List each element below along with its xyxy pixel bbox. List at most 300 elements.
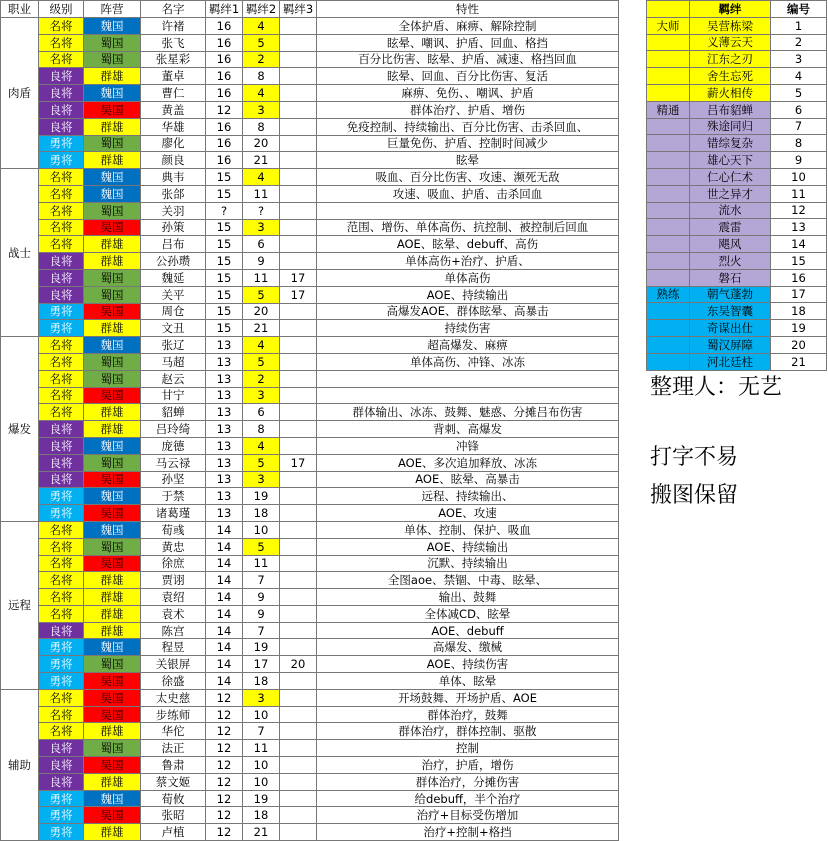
bond2-cell: 17 bbox=[243, 656, 280, 673]
bond2-cell: ? bbox=[243, 202, 280, 219]
level-cell: 良将 bbox=[39, 101, 84, 118]
bond1-cell: 13 bbox=[206, 454, 243, 471]
name-cell: 袁术 bbox=[141, 605, 206, 622]
level-cell: 良将 bbox=[39, 118, 84, 135]
bond2-cell: 9 bbox=[243, 605, 280, 622]
role-cell: 辅助 bbox=[1, 689, 39, 840]
bond3-cell bbox=[280, 622, 317, 639]
bond-tier-cell bbox=[647, 51, 690, 68]
bond-name-cell: 吴营栋梁 bbox=[690, 17, 771, 34]
bond3-cell: 17 bbox=[280, 269, 317, 286]
faction-cell: 蜀国 bbox=[84, 269, 141, 286]
bond3-cell bbox=[280, 706, 317, 723]
bond2-cell: 2 bbox=[243, 370, 280, 387]
bond3-cell bbox=[280, 303, 317, 320]
bond1-cell: 16 bbox=[206, 34, 243, 51]
bond-name-cell: 磐石 bbox=[690, 269, 771, 286]
header-bond2: 羁绊2 bbox=[243, 1, 280, 18]
trait-cell: 治疗+目标受伤增加 bbox=[317, 807, 619, 824]
bond2-cell: 3 bbox=[243, 101, 280, 118]
bond-row bbox=[647, 269, 827, 286]
level-cell: 名将 bbox=[39, 370, 84, 387]
level-cell: 名将 bbox=[39, 18, 84, 35]
trait-cell: 单体高伤 bbox=[317, 269, 619, 286]
bond-tier-cell: 大师 bbox=[647, 17, 690, 34]
level-cell: 良将 bbox=[39, 740, 84, 757]
table-row bbox=[1, 51, 619, 68]
table-row bbox=[1, 303, 619, 320]
bond3-cell bbox=[280, 85, 317, 102]
level-cell: 名将 bbox=[39, 572, 84, 589]
trait-cell: AOE、持续输出 bbox=[317, 286, 619, 303]
trait-cell: 群体治疗，分摊伤害 bbox=[317, 773, 619, 790]
level-cell: 名将 bbox=[39, 404, 84, 421]
table-row bbox=[1, 706, 619, 723]
level-cell: 名将 bbox=[39, 337, 84, 354]
table-row bbox=[1, 757, 619, 774]
level-cell: 良将 bbox=[39, 68, 84, 85]
bond1-cell: 13 bbox=[206, 387, 243, 404]
table-row bbox=[1, 538, 619, 555]
faction-cell: 魏国 bbox=[84, 169, 141, 186]
table-row bbox=[1, 454, 619, 471]
table-row bbox=[1, 790, 619, 807]
name-cell: 周仓 bbox=[141, 303, 206, 320]
bond3-cell bbox=[280, 673, 317, 690]
trait-cell bbox=[317, 387, 619, 404]
bond3-cell bbox=[280, 370, 317, 387]
bond3-cell bbox=[280, 337, 317, 354]
bond-num-cell: 2 bbox=[771, 34, 827, 51]
bond1-cell: 16 bbox=[206, 18, 243, 35]
header-level: 级别 bbox=[39, 1, 84, 18]
faction-cell: 吴国 bbox=[84, 807, 141, 824]
table-row bbox=[1, 387, 619, 404]
bond3-cell bbox=[280, 505, 317, 522]
trait-cell: 单体、控制、保护、吸血 bbox=[317, 521, 619, 538]
bond3-cell bbox=[280, 437, 317, 454]
trait-cell: 群体治疗，鼓舞 bbox=[317, 706, 619, 723]
level-cell: 名将 bbox=[39, 185, 84, 202]
bond1-cell: 12 bbox=[206, 824, 243, 841]
bond1-cell: 13 bbox=[206, 370, 243, 387]
table-row bbox=[1, 135, 619, 152]
bond-tier-cell bbox=[647, 303, 690, 320]
bond2-cell: 21 bbox=[243, 320, 280, 337]
bond-row bbox=[647, 34, 827, 51]
bond2-cell: 8 bbox=[243, 118, 280, 135]
bond1-cell: 14 bbox=[206, 589, 243, 606]
bond2-cell: 10 bbox=[243, 521, 280, 538]
bond-num-cell: 10 bbox=[771, 168, 827, 185]
bond3-cell bbox=[280, 118, 317, 135]
bond-row bbox=[647, 152, 827, 169]
bond-num-cell: 11 bbox=[771, 185, 827, 202]
level-cell: 勇将 bbox=[39, 673, 84, 690]
table-row bbox=[1, 505, 619, 522]
name-cell: 关平 bbox=[141, 286, 206, 303]
bond-row bbox=[647, 101, 827, 118]
name-cell: 步练师 bbox=[141, 706, 206, 723]
bond-row bbox=[647, 118, 827, 135]
trait-cell: 控制 bbox=[317, 740, 619, 757]
level-cell: 勇将 bbox=[39, 505, 84, 522]
bond-name-cell: 舍生忘死 bbox=[690, 68, 771, 85]
bond1-cell: 12 bbox=[206, 790, 243, 807]
level-cell: 名将 bbox=[39, 387, 84, 404]
bond2-cell: 10 bbox=[243, 706, 280, 723]
name-cell: 陈宫 bbox=[141, 622, 206, 639]
faction-cell: 吴国 bbox=[84, 471, 141, 488]
bond-tier-cell bbox=[647, 68, 690, 85]
bond3-cell bbox=[280, 219, 317, 236]
table-row bbox=[1, 236, 619, 253]
bond1-cell: 15 bbox=[206, 269, 243, 286]
faction-cell: 蜀国 bbox=[84, 135, 141, 152]
trait-cell bbox=[317, 370, 619, 387]
bond-name-cell: 奇谋出仕 bbox=[690, 320, 771, 337]
header-trait: 特性 bbox=[317, 1, 619, 18]
level-cell: 良将 bbox=[39, 421, 84, 438]
bond-name-cell: 雄心天下 bbox=[690, 152, 771, 169]
level-cell: 良将 bbox=[39, 269, 84, 286]
faction-cell: 吴国 bbox=[84, 101, 141, 118]
bond3-cell bbox=[280, 605, 317, 622]
name-cell: 吕布 bbox=[141, 236, 206, 253]
trait-cell: 百分比伤害、眩晕、护盾、减速、格挡回血 bbox=[317, 51, 619, 68]
level-cell: 名将 bbox=[39, 34, 84, 51]
table-row bbox=[1, 773, 619, 790]
level-cell: 良将 bbox=[39, 471, 84, 488]
bond1-cell: 12 bbox=[206, 757, 243, 774]
name-cell: 张郃 bbox=[141, 185, 206, 202]
faction-cell: 群雄 bbox=[84, 572, 141, 589]
bond-row bbox=[647, 17, 827, 34]
level-cell: 名将 bbox=[39, 555, 84, 572]
bond1-cell: 16 bbox=[206, 85, 243, 102]
bond-tier-cell bbox=[647, 236, 690, 253]
faction-cell: 群雄 bbox=[84, 236, 141, 253]
faction-cell: 魏国 bbox=[84, 488, 141, 505]
bond-name-cell: 河北廷柱 bbox=[690, 353, 771, 370]
bond1-cell: 16 bbox=[206, 68, 243, 85]
bond3-cell bbox=[280, 488, 317, 505]
bond3-cell bbox=[280, 723, 317, 740]
bond1-cell: 16 bbox=[206, 118, 243, 135]
bond2-cell: 11 bbox=[243, 185, 280, 202]
name-cell: 许褚 bbox=[141, 18, 206, 35]
bond-name-cell: 震雷 bbox=[690, 219, 771, 236]
bond-row bbox=[647, 51, 827, 68]
level-cell: 良将 bbox=[39, 253, 84, 270]
table-row bbox=[1, 320, 619, 337]
bond3-cell bbox=[280, 639, 317, 656]
bond1-cell: 13 bbox=[206, 337, 243, 354]
bond3-cell bbox=[280, 169, 317, 186]
name-cell: 黄盖 bbox=[141, 101, 206, 118]
name-cell: 公孙瓒 bbox=[141, 253, 206, 270]
bond-tier-cell bbox=[647, 219, 690, 236]
level-cell: 名将 bbox=[39, 521, 84, 538]
bond1-cell: 14 bbox=[206, 555, 243, 572]
name-cell: 蔡文姬 bbox=[141, 773, 206, 790]
table-row bbox=[1, 169, 619, 186]
bond-row bbox=[647, 236, 827, 253]
faction-cell: 蜀国 bbox=[84, 740, 141, 757]
bond-num-cell: 5 bbox=[771, 84, 827, 101]
level-cell: 名将 bbox=[39, 723, 84, 740]
level-cell: 勇将 bbox=[39, 152, 84, 169]
level-cell: 名将 bbox=[39, 538, 84, 555]
header-bond1: 羁绊1 bbox=[206, 1, 243, 18]
name-cell: 张昭 bbox=[141, 807, 206, 824]
faction-cell: 群雄 bbox=[84, 589, 141, 606]
table-row bbox=[1, 101, 619, 118]
bond3-cell bbox=[280, 555, 317, 572]
trait-cell: 持续伤害 bbox=[317, 320, 619, 337]
role-cell: 肉盾 bbox=[1, 18, 39, 169]
bond3-cell bbox=[280, 572, 317, 589]
name-cell: 徐盛 bbox=[141, 673, 206, 690]
table-row bbox=[1, 605, 619, 622]
bond3-cell bbox=[280, 773, 317, 790]
bond-name-cell: 江东之刃 bbox=[690, 51, 771, 68]
faction-cell: 吴国 bbox=[84, 219, 141, 236]
bond-tier-cell bbox=[647, 152, 690, 169]
faction-cell: 蜀国 bbox=[84, 286, 141, 303]
table-row bbox=[1, 656, 619, 673]
bond-num-cell: 1 bbox=[771, 17, 827, 34]
bond2-cell: 6 bbox=[243, 404, 280, 421]
faction-cell: 魏国 bbox=[84, 85, 141, 102]
faction-cell: 群雄 bbox=[84, 421, 141, 438]
name-cell: 张辽 bbox=[141, 337, 206, 354]
bond3-cell bbox=[280, 740, 317, 757]
trait-cell: 高爆发AOE、群体眩晕、高暴击 bbox=[317, 303, 619, 320]
bond-header-num: 编号 bbox=[771, 1, 827, 18]
bond1-cell: 15 bbox=[206, 253, 243, 270]
bond-row bbox=[647, 286, 827, 303]
faction-cell: 魏国 bbox=[84, 790, 141, 807]
trait-cell: AOE、眩晕、高暴击 bbox=[317, 471, 619, 488]
trait-cell: AOE、眩晕、debuff、高伤 bbox=[317, 236, 619, 253]
bond1-cell: 14 bbox=[206, 639, 243, 656]
trait-cell: 巨量免伤、护盾、控制时间减少 bbox=[317, 135, 619, 152]
faction-cell: 吴国 bbox=[84, 689, 141, 706]
table-row bbox=[1, 639, 619, 656]
name-cell: 庞德 bbox=[141, 437, 206, 454]
bond3-cell bbox=[280, 824, 317, 841]
bond1-cell: 14 bbox=[206, 521, 243, 538]
faction-cell: 吴国 bbox=[84, 555, 141, 572]
bond-tier-cell bbox=[647, 336, 690, 353]
bond3-cell bbox=[280, 387, 317, 404]
bond2-cell: 4 bbox=[243, 169, 280, 186]
faction-cell: 群雄 bbox=[84, 824, 141, 841]
level-cell: 良将 bbox=[39, 437, 84, 454]
bond-num-cell: 17 bbox=[771, 286, 827, 303]
faction-cell: 蜀国 bbox=[84, 353, 141, 370]
bond-name-cell: 烈火 bbox=[690, 252, 771, 269]
name-cell: 马云禄 bbox=[141, 454, 206, 471]
bond-tier-cell bbox=[647, 135, 690, 152]
bond1-cell: 16 bbox=[206, 51, 243, 68]
name-cell: 魏延 bbox=[141, 269, 206, 286]
bond2-cell: 7 bbox=[243, 572, 280, 589]
bond3-cell bbox=[280, 34, 317, 51]
level-cell: 勇将 bbox=[39, 135, 84, 152]
bond-num-cell: 3 bbox=[771, 51, 827, 68]
name-cell: 马超 bbox=[141, 353, 206, 370]
trait-cell: 免疫控制、持续输出、百分比伤害、击杀回血、 bbox=[317, 118, 619, 135]
bond1-cell: 15 bbox=[206, 169, 243, 186]
bond3-cell bbox=[280, 790, 317, 807]
trait-cell: 范围、增伤、单体高伤、抗控制、被控制后回血 bbox=[317, 219, 619, 236]
bond-num-cell: 16 bbox=[771, 269, 827, 286]
table-row bbox=[1, 488, 619, 505]
level-cell: 名将 bbox=[39, 219, 84, 236]
bond3-cell bbox=[280, 589, 317, 606]
name-cell: 董卓 bbox=[141, 68, 206, 85]
faction-cell: 蜀国 bbox=[84, 202, 141, 219]
bond2-cell: 18 bbox=[243, 673, 280, 690]
name-cell: 文丑 bbox=[141, 320, 206, 337]
bond2-cell: 20 bbox=[243, 303, 280, 320]
table-row bbox=[1, 337, 619, 354]
faction-cell: 群雄 bbox=[84, 622, 141, 639]
table-row bbox=[1, 421, 619, 438]
table-row bbox=[1, 521, 619, 538]
bond-tier-cell bbox=[647, 185, 690, 202]
bond2-cell: 6 bbox=[243, 236, 280, 253]
bond3-cell bbox=[280, 538, 317, 555]
bond-name-cell: 吕布貂蝉 bbox=[690, 101, 771, 118]
bond3-cell bbox=[280, 421, 317, 438]
faction-cell: 群雄 bbox=[84, 773, 141, 790]
level-cell: 名将 bbox=[39, 169, 84, 186]
level-cell: 名将 bbox=[39, 706, 84, 723]
trait-cell: 眩晕、嘲讽、护盾、回血、格挡 bbox=[317, 34, 619, 51]
faction-cell: 吴国 bbox=[84, 387, 141, 404]
trait-cell: 开场鼓舞、开场护盾、AOE bbox=[317, 689, 619, 706]
name-cell: 曹仁 bbox=[141, 85, 206, 102]
faction-cell: 魏国 bbox=[84, 185, 141, 202]
name-cell: 貂蝉 bbox=[141, 404, 206, 421]
trait-cell: 单体、眩晕 bbox=[317, 673, 619, 690]
table-row bbox=[1, 589, 619, 606]
trait-cell: AOE、持续输出 bbox=[317, 538, 619, 555]
bond1-cell: 14 bbox=[206, 673, 243, 690]
bond-tier-cell bbox=[647, 168, 690, 185]
bond-header-row bbox=[647, 1, 827, 18]
bond-tier-cell bbox=[647, 353, 690, 370]
bond-row bbox=[647, 353, 827, 370]
table-row bbox=[1, 740, 619, 757]
level-cell: 名将 bbox=[39, 589, 84, 606]
name-cell: 袁绍 bbox=[141, 589, 206, 606]
table-row bbox=[1, 269, 619, 286]
bond3-cell bbox=[280, 202, 317, 219]
bond-tier-cell bbox=[647, 118, 690, 135]
table-row bbox=[1, 152, 619, 169]
trait-cell: 群体治疗，群体控制、驱散 bbox=[317, 723, 619, 740]
bond3-cell: 20 bbox=[280, 656, 317, 673]
faction-cell: 吴国 bbox=[84, 505, 141, 522]
level-cell: 勇将 bbox=[39, 824, 84, 841]
bond-num-cell: 7 bbox=[771, 118, 827, 135]
table-row bbox=[1, 202, 619, 219]
level-cell: 勇将 bbox=[39, 303, 84, 320]
bond-row bbox=[647, 135, 827, 152]
bond1-cell: 13 bbox=[206, 471, 243, 488]
table-row bbox=[1, 471, 619, 488]
bond2-cell: 9 bbox=[243, 253, 280, 270]
bond1-cell: 14 bbox=[206, 572, 243, 589]
bond-num-cell: 8 bbox=[771, 135, 827, 152]
bond3-cell bbox=[280, 236, 317, 253]
table-row bbox=[1, 555, 619, 572]
bond-row bbox=[647, 185, 827, 202]
trait-cell: AOE、攻速 bbox=[317, 505, 619, 522]
bond2-cell: 9 bbox=[243, 589, 280, 606]
table-row bbox=[1, 370, 619, 387]
trait-cell: 远程、持续输出、 bbox=[317, 488, 619, 505]
bond2-cell: 20 bbox=[243, 135, 280, 152]
trait-cell: AOE、debuff bbox=[317, 622, 619, 639]
bond-num-cell: 15 bbox=[771, 252, 827, 269]
level-cell: 名将 bbox=[39, 202, 84, 219]
bond2-cell: 7 bbox=[243, 723, 280, 740]
level-cell: 勇将 bbox=[39, 320, 84, 337]
trait-cell bbox=[317, 202, 619, 219]
trait-cell: 单体高伤+治疗、护盾、 bbox=[317, 253, 619, 270]
name-cell: 荀彧 bbox=[141, 521, 206, 538]
level-cell: 良将 bbox=[39, 622, 84, 639]
bond1-cell: 15 bbox=[206, 286, 243, 303]
trait-cell: AOE、持续伤害 bbox=[317, 656, 619, 673]
note-line2: 搬图保留 bbox=[650, 483, 739, 508]
bond-num-cell: 12 bbox=[771, 202, 827, 219]
bond-name-cell: 世之异才 bbox=[690, 185, 771, 202]
header-name: 名字 bbox=[141, 1, 206, 18]
bond1-cell: 12 bbox=[206, 773, 243, 790]
bond1-cell: 13 bbox=[206, 488, 243, 505]
bond1-cell: 15 bbox=[206, 219, 243, 236]
note-line1: 打字不易 bbox=[650, 445, 739, 470]
level-cell: 名将 bbox=[39, 353, 84, 370]
level-cell: 良将 bbox=[39, 286, 84, 303]
bond2-cell: 7 bbox=[243, 622, 280, 639]
bond2-cell: 3 bbox=[243, 219, 280, 236]
header-bond3: 羁绊3 bbox=[280, 1, 317, 18]
bond-name-cell: 薪火相传 bbox=[690, 84, 771, 101]
trait-cell: 群体治疗、护盾、增伤 bbox=[317, 101, 619, 118]
bond-row bbox=[647, 252, 827, 269]
bond-header-tier bbox=[647, 1, 690, 18]
faction-cell: 蜀国 bbox=[84, 34, 141, 51]
bond-tier-cell bbox=[647, 252, 690, 269]
table-row bbox=[1, 689, 619, 706]
bond-num-cell: 20 bbox=[771, 336, 827, 353]
bond2-cell: 19 bbox=[243, 790, 280, 807]
bond2-cell: 3 bbox=[243, 387, 280, 404]
faction-cell: 魏国 bbox=[84, 18, 141, 35]
trait-cell: 攻速、吸血、护盾、击杀回血 bbox=[317, 185, 619, 202]
faction-cell: 魏国 bbox=[84, 437, 141, 454]
bond3-cell bbox=[280, 185, 317, 202]
level-cell: 良将 bbox=[39, 454, 84, 471]
bond-num-cell: 6 bbox=[771, 101, 827, 118]
